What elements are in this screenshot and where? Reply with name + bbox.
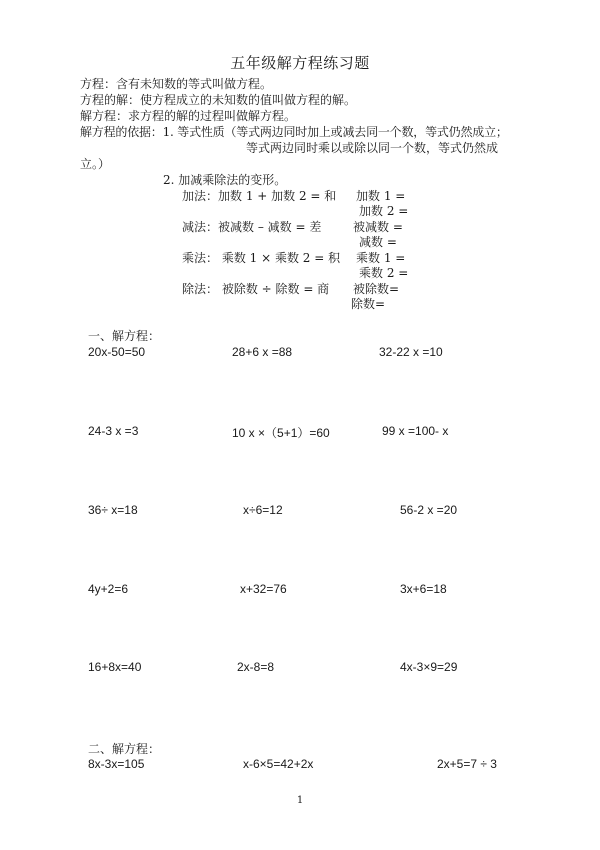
equation: 10 x ×（5+1）=60 [232, 426, 330, 440]
definition-equation: 方程：含有未知数的等式叫做方程。 [80, 77, 273, 91]
equation: 2x+5=7 ÷ 3 [437, 757, 497, 771]
equation: x÷6=12 [243, 503, 283, 517]
equation: 4y+2=6 [88, 582, 129, 596]
definition-solving: 解方程：求方程的解的过程叫做解方程。 [80, 109, 297, 123]
transform-sub-formula: 减法：被减数 – 减数 = 差 [182, 220, 322, 234]
transform-div-formula: 除法： 被除数 ÷ 除数 = 商 [182, 282, 330, 296]
definition-basis-line1: 解方程的依据：1. 等式性质（等式两边同时加上或减去同一个数，等式仍然成立； [80, 125, 508, 139]
equation: 8x-3x=105 [88, 757, 145, 771]
equation: x-6×5=42+2x [243, 757, 314, 771]
equation: 20x-50=50 [88, 345, 146, 359]
section1-heading: 一、解方程： [88, 329, 161, 343]
transform-sub-result2: 减数 = [359, 235, 397, 249]
transform-add-result2: 加数 2 = [359, 204, 409, 218]
equation: 56-2 x =20 [400, 503, 458, 517]
transform-mul-result2: 乘数 2 = [359, 266, 409, 280]
transform-sub-result1: 被减数 = [353, 220, 403, 234]
transform-mul-result1: 乘数 1 = [356, 251, 406, 265]
equation: 28+6 x =88 [232, 345, 293, 359]
equation: 24-3 x =3 [88, 424, 139, 438]
equation: 32-22 x =10 [379, 345, 443, 359]
equation: 2x-8=8 [237, 660, 275, 674]
definition-basis-line2: 等式两边同时乘以或除以同一个数，等式仍然成 [246, 141, 499, 155]
section2-heading: 二、解方程： [88, 742, 161, 756]
transforms-heading: 2. 加减乘除法的变形。 [163, 173, 287, 187]
equation: x+32=76 [240, 582, 287, 596]
page-title: 五年级解方程练习题 [230, 54, 370, 72]
equation: 16+8x=40 [88, 660, 142, 674]
definition-basis-line3: 立。） [80, 157, 111, 171]
transform-div-result2: 除数= [351, 297, 386, 311]
page-number: 1 [296, 795, 304, 806]
transform-add-result1: 加数 1 = [356, 189, 406, 203]
definition-solution: 方程的解：使方程成立的未知数的值叫做方程的解。 [80, 93, 357, 107]
equation: 36÷ x=18 [88, 503, 138, 517]
transform-div-result1: 被除数= [353, 282, 400, 296]
transform-add-formula: 加法：加数 1 + 加数 2 = 和 [182, 189, 337, 203]
equation: 99 x =100- x [382, 424, 449, 438]
equation: 4x-3×9=29 [400, 660, 458, 674]
equation: 3x+6=18 [400, 582, 447, 596]
transform-mul-formula: 乘法： 乘数 1 × 乘数 2 = 积 [182, 251, 341, 265]
